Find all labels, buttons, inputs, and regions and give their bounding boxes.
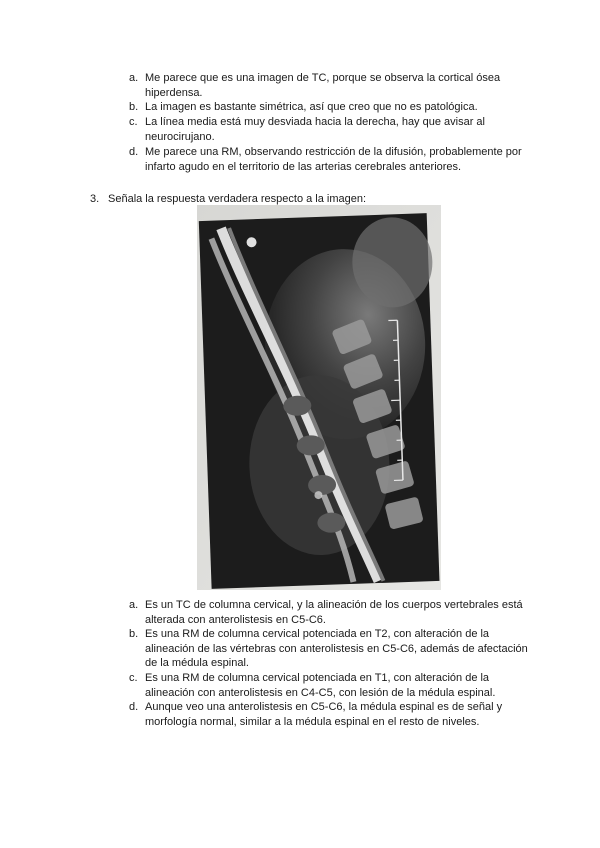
option-letter: a. [129, 599, 139, 611]
prev-option-text: La imagen es bastante simétrica, así que creo que no es patológica. [145, 101, 478, 113]
question-number: 3. [90, 193, 100, 205]
prev-option-b [129, 100, 529, 115]
prev-option-text: Me parece que es una imagen de TC, porque se observa la cortical ósea hiperdensa. [145, 72, 501, 99]
prev-option-c [129, 115, 529, 144]
prev-option-d [129, 145, 529, 174]
option-letter: c. [129, 672, 138, 684]
prev-option-letter: c. [129, 116, 138, 128]
option-letter: d. [129, 701, 139, 713]
option-c [129, 671, 529, 700]
question-text: Señala la respuesta verdadera respecto a la imagen: [108, 193, 367, 205]
option-text: Aunque veo una anterolistesis en C5-C6, la médula espinal es de señal y morfología normal, similar a la médula espinal en el resto de niveles. [145, 701, 503, 728]
option-text: Es una RM de columna cervical potenciada en T1, con alteración de la alineación con anterolistesis en C4-C5, con lesión de la médula espinal. [145, 672, 496, 699]
option-letter: b. [129, 628, 139, 640]
prev-option-letter: a. [129, 72, 139, 84]
prev-option-text: Me parece una RM, observando restricción de la difusión, probablemente por infarto agudo en el territorio de las arterias cerebrales anteriores. [145, 146, 522, 173]
option-a [129, 598, 529, 627]
prev-option-text: La línea media está muy desviada hacia la derecha, hay que avisar al neurocirujano. [145, 116, 485, 143]
prev-option-letter: d. [129, 146, 139, 158]
option-text: Es una RM de columna cervical potenciada en T2, con alteración de la alineación de las vértebras con anterolistesis en C5-C6, además de afectación de la médula espinal. [145, 628, 528, 670]
option-text: Es un TC de columna cervical, y la alineación de los cuerpos vertebrales está alterada con anterolistesis en C5-C6. [145, 599, 523, 626]
prev-option-a [129, 71, 529, 100]
option-d [129, 700, 529, 729]
mri-cervical-spine-image [197, 205, 441, 590]
option-b [129, 627, 529, 671]
prev-option-letter: b. [129, 101, 139, 113]
